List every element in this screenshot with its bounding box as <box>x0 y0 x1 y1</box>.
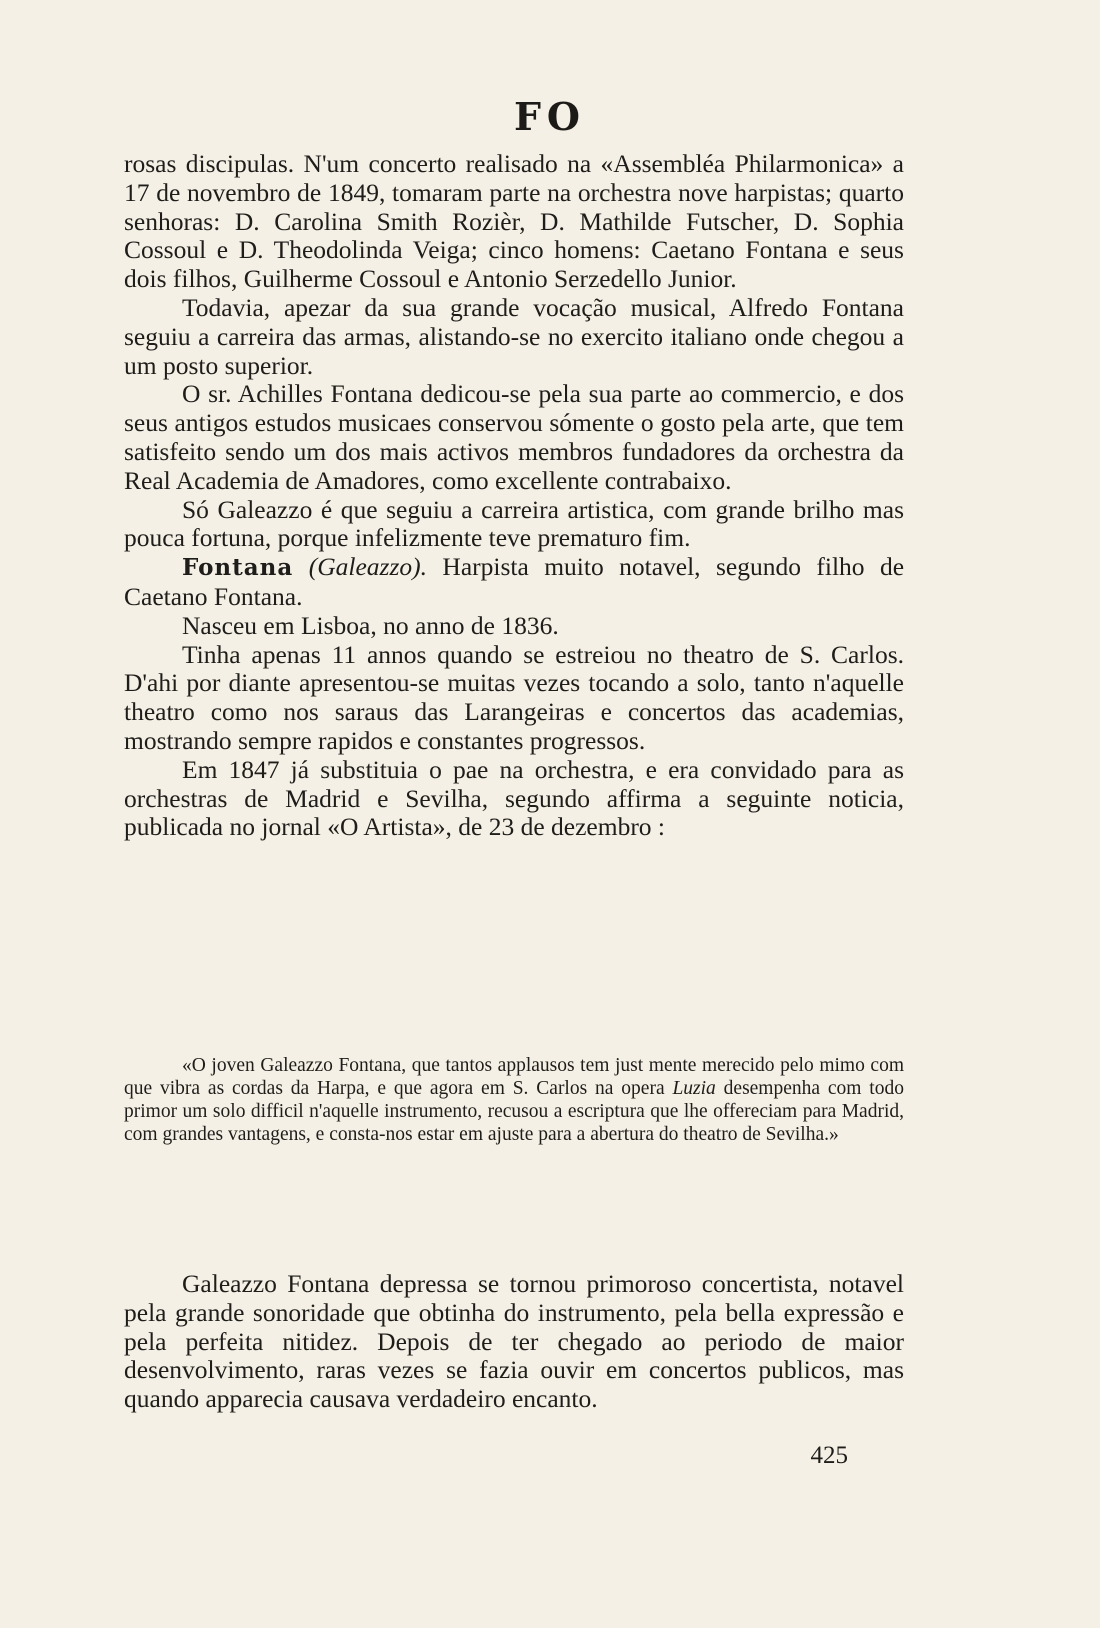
paragraph-3: O sr. Achilles Fontana dedicou-se pela sua parte ao commercio, e dos seus antigos estudos musicaes conservou sómente o gosto pela arte, que tem satisfeito sendo um dos mais activos membros fundadores da orchestra da Real Academia de Amadores, como excellente contrabaixo. <box>124 379 904 495</box>
final-text <box>124 1270 904 1414</box>
quote-after: desempenha com todo primor um solo difficil n'aquelle instrumento, recusou a escriptura que lhe offereciam para Madrid, com grandes vantagens, e consta-nos estar em ajuste para a abertura do theatro de Sevilha.» <box>124 1078 904 1145</box>
quote-before: «O joven Galeazzo Fontana, que tantos applausos tem just mente merecido pelo mimo com que vibra as cordas da Harpa, e que agora em S. Carlos na opera <box>124 1055 904 1099</box>
entry-text: Harpista muito notavel, segundo filho de Caetano Fontana. <box>124 552 905 611</box>
running-head: FO <box>513 94 587 139</box>
paragraph-8: Galeazzo Fontana depressa se tornou primoroso concertista, notavel pela grande sonoridade que obtinha do instrumento, pela bella expressão e pela perfeita nitidez. Depois de ter chegado ao periodo de maior desenvolvimento, raras vezes se fazia ouvir em concertos publicos, mas quando apparecia causava verdadeiro encanto. <box>124 1269 904 1414</box>
page-number: 425 <box>810 1442 848 1469</box>
quotation-block <box>124 1054 904 1146</box>
entry-paragraph <box>124 553 904 612</box>
paragraph-4: Só Galeazzo é que seguiu a carreira artistica, com grande brilho mas pouca fortuna, porque infelizmente teve prematuro fim. <box>124 494 904 553</box>
paragraph-1: rosas discipulas. N'um concerto realisado na «Assembléa Philarmonica» a 17 de novembro de 1849, tomaram parte na orchestra nove harpistas; quarto senhoras: D. Carolina Smith Rozièr, D. Mathilde Futscher, D. Sophia Cossoul e D. Theodolinda Veiga; cinco homens: Caetano Fontana e seus dois filhos, Guilherme Cossoul e Antonio Serzedello Junior. <box>124 149 904 294</box>
paragraph-2: Todavia, apezar da sua grande vocação musical, Alfredo Fontana seguiu a carreira das armas, alistando-se no exercito italiano onde chegou a um posto superior. <box>124 292 904 380</box>
entry-name: (Galeazzo). <box>308 552 427 582</box>
entry-headword: Fontana <box>182 554 294 582</box>
quotation <box>124 1054 904 1146</box>
paragraph-5: Nasceu em Lisboa, no anno de 1836. <box>182 610 559 640</box>
paragraph-7: Em 1847 já substituia o pae na orchestra, e era convidado para as orchestras de Madrid e Sevilha, segundo affirma a seguinte noticia, publicada no jornal «O Artista», de 23 de dezembro : <box>124 754 904 842</box>
body-text <box>124 150 904 842</box>
quote-italic: Luzia <box>672 1078 716 1099</box>
paragraph-6: Tinha apenas 11 annos quando se estreiou no theatro de S. Carlos. D'ahi por diante apresentou-se muitas vezes tocando a solo, tanto n'aquelle theatro como nos saraus das Larangeiras e concertos das academias, mostrando sempre rapidos e constantes progressos. <box>124 639 904 755</box>
